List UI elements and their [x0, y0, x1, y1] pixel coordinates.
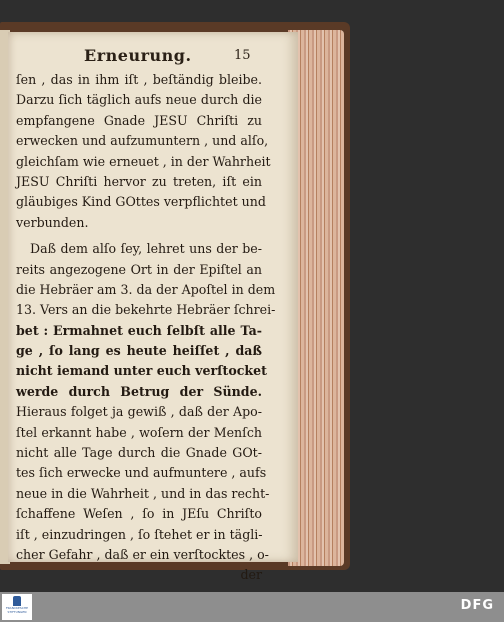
- text-line: die Hebräer am 3. da der Apoſtel in dem: [16, 281, 276, 297]
- page-body-text: [16, 70, 276, 586]
- franckesche-stiftungen-logo-icon: [13, 596, 21, 606]
- text-line: cher Gefahr , daß er ein verſtocktes , o-: [16, 546, 269, 562]
- text-line: neue in die Wahrheit , und in das recht-: [16, 485, 270, 501]
- text-line: ſen , das in ihm iſt , beſtändig bleibe.: [16, 72, 262, 87]
- text-line: gleichſam wie erneuet , in der Wahrheit: [16, 153, 271, 169]
- text-line: ſchaffene Weſen , ſo in JEſu Chriſto: [16, 506, 262, 522]
- viewer-footer-bar: [0, 592, 504, 622]
- text-line: empfangene Gnade JESU Chriſti zu: [16, 112, 262, 128]
- institution-logo[interactable]: [2, 594, 32, 620]
- logo-text: FRANCKESCHE STIFTUNGEN: [5, 606, 29, 614]
- text-line: iſt , einzudringen , ſo ſtehet er in tägli-: [16, 526, 263, 542]
- text-line: ge , ſo lang es heute heiſſet , daß: [16, 343, 262, 359]
- text-line: reits angezogene Ort in der Epiſtel an: [16, 261, 262, 277]
- text-line: nicht iemand unter euch verſtocket: [16, 363, 267, 379]
- dfg-logo[interactable]: DFG: [460, 598, 494, 613]
- text-line: Daß dem alſo ſey, lehret uns der be-: [30, 241, 262, 257]
- text-line: ſtel erkannt habe , woſern der Menſch: [16, 424, 262, 440]
- text-line: nicht alle Tage durch die Gnade GOt-: [16, 445, 262, 461]
- text-line: der: [240, 567, 262, 583]
- text-line: verbunden.: [16, 214, 89, 230]
- text-line: werde durch Betrug der Sünde.: [16, 383, 262, 399]
- book-page: [8, 32, 298, 583]
- running-title: Erneurung.: [84, 46, 192, 65]
- text-line: Darzu ſich täglich aufs neue durch die: [16, 92, 262, 108]
- text-line: bet : Ermahnet euch ſelbſt alle Ta-: [16, 322, 262, 338]
- text-line: tes ſich erwecke und aufmuntere , aufs: [16, 465, 267, 481]
- text-line: erwecken und aufzumuntern , und alſo,: [16, 133, 269, 149]
- text-line: 13. Vers an die bekehrte Hebräer ſchrei-: [16, 302, 276, 318]
- page-number: 15: [234, 48, 251, 63]
- page-header: [8, 46, 298, 70]
- text-line: Hieraus folget ja gewiß , daß der Apo-: [16, 404, 262, 420]
- text-line: JESU Chriſti hervor zu treten, iſt ein: [16, 173, 262, 189]
- text-line: gläubiges Kind GOttes verpflichtet und: [16, 194, 266, 210]
